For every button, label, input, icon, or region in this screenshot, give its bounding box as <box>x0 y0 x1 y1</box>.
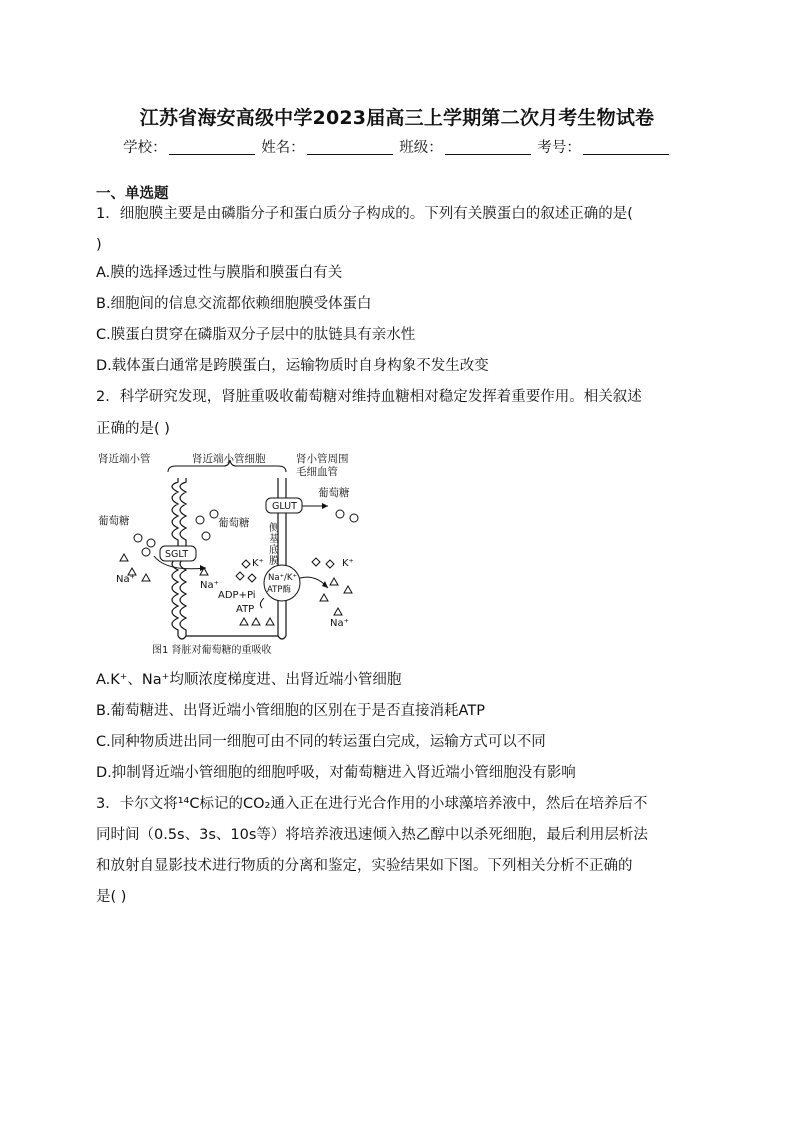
na-ion-left-1 <box>120 554 128 561</box>
cell-bottom <box>178 636 286 639</box>
q1-option-a: A.膜的选择透过性与膜脂和膜蛋白有关 <box>96 265 343 281</box>
na-ion-mid-4 <box>266 618 274 625</box>
kidney-glucose-diagram <box>96 448 366 660</box>
q3-stem-line-4: 是( ) <box>96 889 127 905</box>
q2-option-b: B.葡萄糖进、出肾近端小管细胞的区别在于是否直接消耗ATP <box>96 703 485 719</box>
school-label: 学校： <box>123 140 167 156</box>
pump-label-1: Na⁺/K⁺ <box>268 573 297 583</box>
q1-option-d: D.载体蛋白通常是跨膜蛋白，运输物质时自身构象不发生改变 <box>96 358 489 374</box>
name-label: 姓名： <box>261 140 305 156</box>
na-right-label: Na⁺ <box>330 618 349 629</box>
na-ion-left-3 <box>142 574 150 581</box>
na-k-pump <box>264 565 300 601</box>
na-ion-right-3 <box>320 594 328 601</box>
glucose-molecule-mid-2 <box>210 510 218 518</box>
atp-label: ATP <box>236 604 255 615</box>
q3-stem-line-2: 同时间（0.5s、3s、10s等）将培养液迅速倾入热乙醇中以杀死细胞，最后利用层析法 <box>96 827 648 843</box>
capillary-label-1: 肾小管周围 <box>296 453 349 465</box>
k-ion-right-1 <box>312 558 320 566</box>
exam-number-label: 考号： <box>537 140 581 156</box>
k-ion-right-2 <box>326 560 334 568</box>
na-ion-right-2 <box>344 586 352 593</box>
k-ion-mid-2 <box>236 572 244 580</box>
glut-arrowhead <box>322 503 328 509</box>
glucose-mid-label: 葡萄糖 <box>218 517 250 529</box>
q1-stem-line-2: ) <box>96 237 102 253</box>
na-ion-mid-3 <box>252 618 260 625</box>
glucose-left-label: 葡萄糖 <box>98 515 130 527</box>
sglt-label: SGLT <box>165 549 189 560</box>
adp-label: ADP+Pi <box>218 590 256 601</box>
glucose-molecule-left-1 <box>134 534 142 542</box>
figure-caption: 图1 肾脏对葡萄糖的重吸收 <box>152 645 272 656</box>
na-mid-label: Na⁺ <box>200 580 219 591</box>
q2-option-d: D.抑制肾近端小管细胞的细胞呼吸，对葡萄糖进入肾近端小管细胞没有影响 <box>96 765 576 781</box>
glucose-molecule-mid-1 <box>196 516 204 524</box>
class-label: 班级： <box>399 140 443 156</box>
na-left-label: Na⁺ <box>116 574 135 585</box>
q3-stem-line-1: 3．卡尔文将¹⁴C标记的CO₂通入正在进行光合作用的小球藻培养液中，然后在培养后不 <box>96 796 648 812</box>
class-blank <box>445 140 531 155</box>
q3-stem-line-3: 和放射自显影技术进行物质的分离和鉴定，实验结果如下图。下列相关分析不正确的 <box>96 858 633 874</box>
k-ion-mid-3 <box>248 574 256 582</box>
exam-number-blank <box>583 140 669 155</box>
q1-option-c: C.膜蛋白贯穿在磷脂双分子层中的肽链具有亲水性 <box>96 327 416 343</box>
glucose-molecule-left-3 <box>142 548 150 556</box>
glucose-molecule-right-2 <box>350 514 358 522</box>
atp-arrow <box>260 598 264 608</box>
school-blank <box>169 140 255 155</box>
student-info-row <box>0 136 794 157</box>
q2-option-a: A.K⁺、Na⁺均顺浓度梯度进、出肾近端小管细胞 <box>96 672 402 688</box>
k-right-label: K⁺ <box>342 558 354 569</box>
glucose-molecule-right-1 <box>336 510 344 518</box>
glucose-right-label: 葡萄糖 <box>318 487 350 499</box>
membrane-label-1: 侧基底膜 <box>266 522 278 566</box>
q2-stem-line-2: 正确的是( ) <box>96 421 170 437</box>
pump-out-arrowhead <box>322 581 328 588</box>
page-title: 江苏省海安高级中学2023届高三上学期第二次月考生物试卷 <box>139 107 655 129</box>
na-ion-mid-2 <box>240 618 248 625</box>
glucose-molecule-mid-3 <box>202 532 210 540</box>
glucose-molecule-left-2 <box>147 539 155 547</box>
k-mid-label: K⁺ <box>252 558 264 569</box>
capillary-label-2: 毛细血管 <box>296 466 338 478</box>
q1-stem-line-1: 1．细胞膜主要是由磷脂分子和蛋白质分子构成的。下列有关膜蛋白的叙述正确的是( <box>96 206 633 222</box>
q1-option-b: B.细胞间的信息交流都依赖细胞膜受体蛋白 <box>96 296 372 312</box>
pump-label-2: ATP酶 <box>267 585 291 595</box>
glut-label: GLUT <box>272 501 297 512</box>
cell-label: 肾近端小管细胞 <box>192 453 266 465</box>
lumen-label: 肾近端小管 <box>98 453 151 465</box>
k-ion-mid-1 <box>242 560 250 568</box>
section-title: 一、单选题 <box>96 186 169 202</box>
q2-stem-line-1: 2．科学研究发现，肾脏重吸收葡萄糖对维持血糖相对稳定发挥着重要作用。相关叙述 <box>96 389 642 405</box>
q2-option-c: C.同种物质进出同一细胞可由不同的转运蛋白完成，运输方式可以不同 <box>96 734 546 750</box>
na-ion-right-4 <box>334 608 342 615</box>
name-blank <box>307 140 393 155</box>
na-ion-right-1 <box>330 578 338 585</box>
